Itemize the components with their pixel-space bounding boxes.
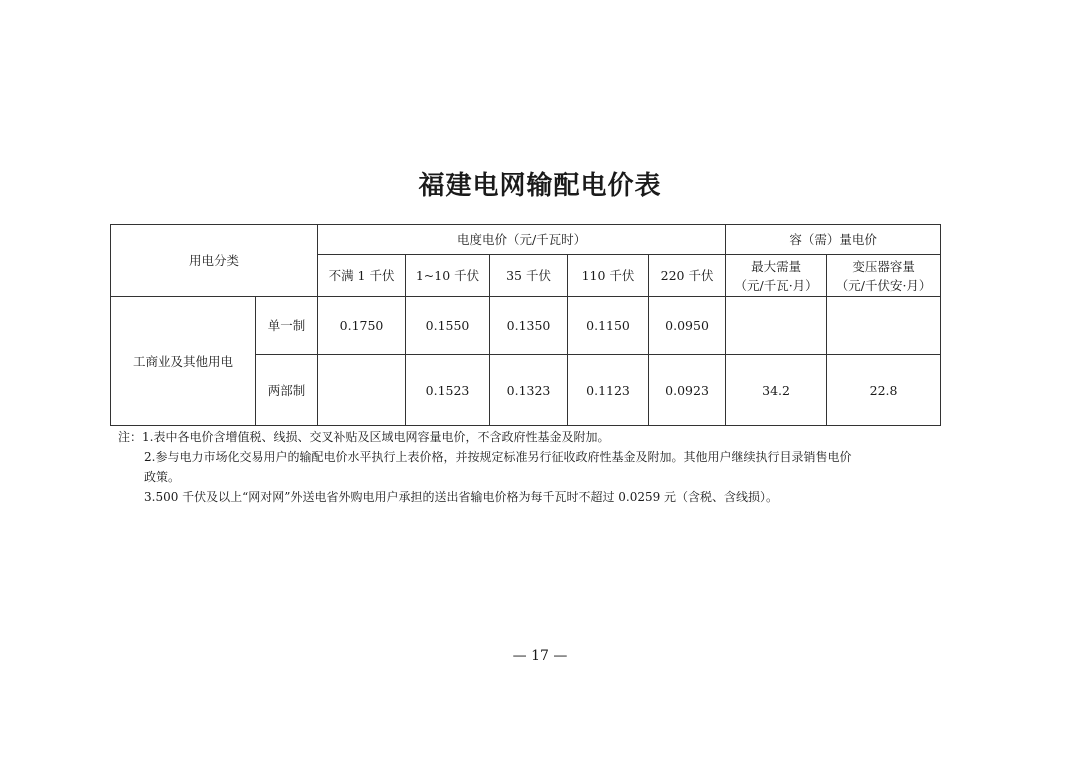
- category-cell: 工商业及其他用电: [111, 297, 256, 426]
- transformer-cell: [827, 297, 941, 355]
- header-category: 用电分类: [111, 225, 318, 297]
- system-cell: 单一制: [256, 297, 318, 355]
- header-level-5: 220 千伏: [649, 255, 726, 297]
- price-cell: 0.1123: [568, 355, 649, 426]
- header-transformer-unit: （元/千伏安·月）: [835, 277, 932, 293]
- note-2: 2.参与电力市场化交易用户的输配电价水平执行上表价格，并按规定标准另行征收政府性基金及附加。其他用户继续执行目录销售电价: [144, 450, 852, 464]
- table-row: [111, 297, 941, 355]
- price-cell: 0.1550: [406, 297, 490, 355]
- page-title: 福建电网输配电价表: [418, 171, 662, 201]
- system-cell: 两部制: [256, 355, 318, 426]
- header-level-1: 不满 1 千伏: [318, 255, 406, 297]
- header-transformer-label: 变压器容量: [852, 258, 915, 274]
- page-number: — 17 —: [512, 648, 568, 664]
- price-cell: 0.1523: [406, 355, 490, 426]
- tariff-table: [110, 224, 941, 426]
- header-max-demand-unit: （元/千瓦·月）: [734, 277, 818, 293]
- header-capacity-price: 容（需）量电价: [726, 225, 941, 255]
- header-level-3: 35 千伏: [490, 255, 568, 297]
- transformer-cell: 22.8: [827, 355, 941, 426]
- max-demand-cell: [726, 297, 827, 355]
- price-cell: 0.0923: [649, 355, 726, 426]
- note-1: [118, 427, 948, 447]
- header-level-4: 110 千伏: [568, 255, 649, 297]
- price-cell: 0.0950: [649, 297, 726, 355]
- note-2-continued: 政策。: [144, 470, 181, 484]
- header-max-demand: [726, 255, 827, 297]
- price-cell: 0.1350: [490, 297, 568, 355]
- note-prefix: 注：: [118, 430, 143, 444]
- note-1-text: 1.表中各电价含增值税、线损、交叉补贴及区域电网容量电价，不含政府性基金及附加。: [142, 430, 610, 444]
- price-cell: 0.1750: [318, 297, 406, 355]
- price-cell: 0.1323: [490, 355, 568, 426]
- price-cell: [318, 355, 406, 426]
- max-demand-cell: 34.2: [726, 355, 827, 426]
- header-transformer: [827, 255, 941, 297]
- notes: [118, 427, 948, 507]
- header-level-2: 1~10 千伏: [406, 255, 490, 297]
- header-energy-price: 电度电价（元/千瓦时）: [318, 225, 726, 255]
- price-cell: 0.1150: [568, 297, 649, 355]
- header-max-demand-label: 最大需量: [751, 258, 802, 274]
- note-3: 3.500 千伏及以上“网对网”外送电省外购电用户承担的送出省输电价格为每千瓦时不超过 0.0259 元（含税、含线损）。: [144, 490, 779, 504]
